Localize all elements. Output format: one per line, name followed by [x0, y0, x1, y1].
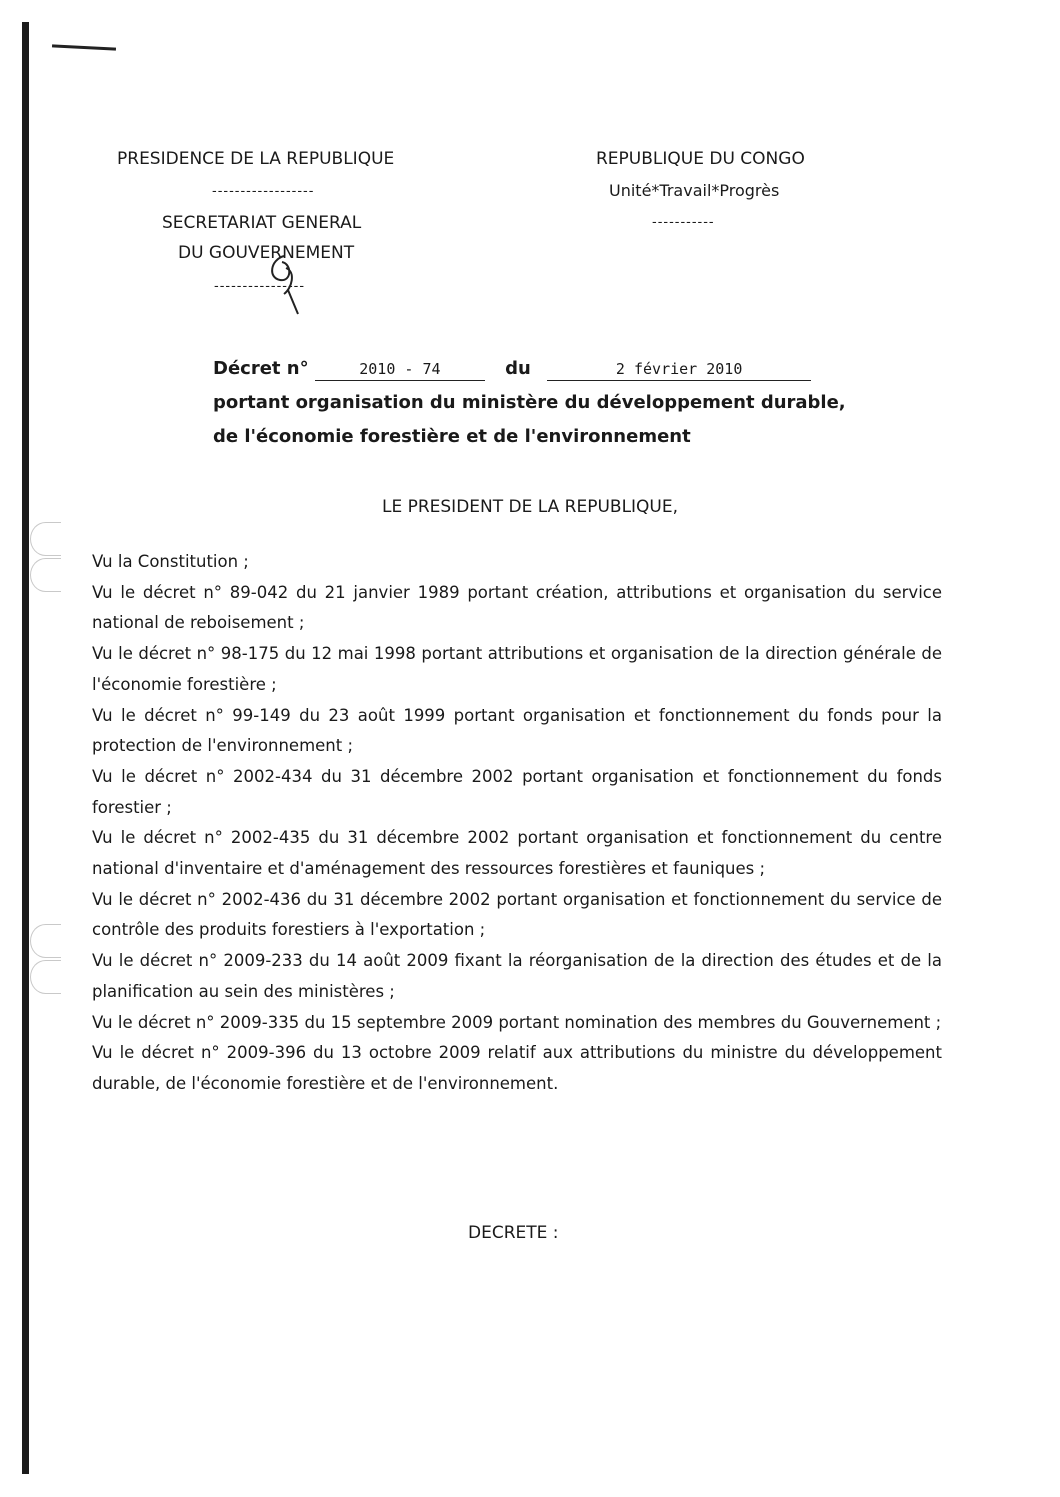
visa-item: Vu le décret n° 98-175 du 12 mai 1998 portant attributions et organisation de la direction générale de l'économie forestière ; — [92, 644, 942, 694]
president-heading: LE PRESIDENT DE LA REPUBLIQUE, — [381, 497, 679, 517]
decree-number: 2010 - 74 — [315, 358, 485, 381]
decree-date: 2 février 2010 — [547, 358, 811, 381]
scan-edge-shadow — [22, 22, 29, 1474]
decree-title-line2: portant organisation du ministère du développement durable, — [213, 392, 846, 413]
visa-item: Vu le décret n° 2002-436 du 31 décembre 2002 portant organisation et fonctionnement du service de contrôle des produits forestiers à l'exportation ; — [92, 889, 942, 940]
visa-item: Vu le décret n° 2009-335 du 15 septembre 2009 portant nomination des membres du Gouvernement ; — [92, 1012, 942, 1032]
punch-hole — [30, 522, 61, 556]
visa-item: Vu le décret n° 99-149 du 23 août 1999 portant organisation et fonctionnement du fonds pour la protection de l'environnement ; — [92, 705, 942, 756]
decree-title-line3: de l'économie forestière et de l'environnement — [213, 426, 691, 447]
decree-title — [213, 352, 846, 454]
punch-hole — [30, 558, 61, 592]
visa-item: Vu le décret n° 2002-434 du 31 décembre 2002 portant organisation et fonctionnement du fonds forestier ; — [92, 766, 942, 817]
header-secretariat: SECRETARIAT GENERAL — [162, 213, 362, 233]
visa-item: Vu la Constitution ; — [92, 552, 249, 571]
header-right-separator: ----------- — [652, 215, 715, 230]
visa-item: Vu le décret n° 2009-233 du 14 août 2009 fixant la réorganisation de la direction des études et de la planification au sein des ministères ; — [92, 951, 942, 1001]
punch-hole — [30, 960, 61, 994]
header-republique-congo: REPUBLIQUE DU CONGO — [596, 149, 805, 169]
decree-title-line1 — [213, 352, 846, 386]
header-left-separator: ------------------ — [212, 184, 315, 199]
header-left-separator-2: ---------------- — [214, 279, 306, 294]
decrete-heading: DECRETE : — [468, 1223, 559, 1243]
visa-item: Vu le décret n° 2009-396 du 13 octobre 2009 relatif aux attributions du ministre du développement durable, de l'économie forestière et de l'environnement. — [92, 1043, 942, 1093]
header-presidence: PRESIDENCE DE LA REPUBLIQUE — [117, 149, 395, 169]
visa-item: Vu le décret n° 89-042 du 21 janvier 1989 portant création, attributions et organisation du service national de reboisement ; — [92, 582, 942, 633]
handwritten-initials — [262, 250, 310, 320]
header-gouvernement: DU GOUVERNEMENT — [178, 243, 355, 263]
visas-list — [92, 547, 942, 1100]
decree-prefix: Décret n° — [213, 358, 309, 379]
corner-pen-mark — [52, 44, 116, 50]
header-motto: Unité*Travail*Progrès — [609, 181, 780, 200]
visa-item: Vu le décret n° 2002-435 du 31 décembre 2002 portant organisation et fonctionnement du centre national d'inventaire et d'aménagement des ressources forestières et fauniques ; — [92, 828, 942, 879]
decree-du: du — [505, 358, 531, 379]
punch-hole — [30, 924, 61, 958]
